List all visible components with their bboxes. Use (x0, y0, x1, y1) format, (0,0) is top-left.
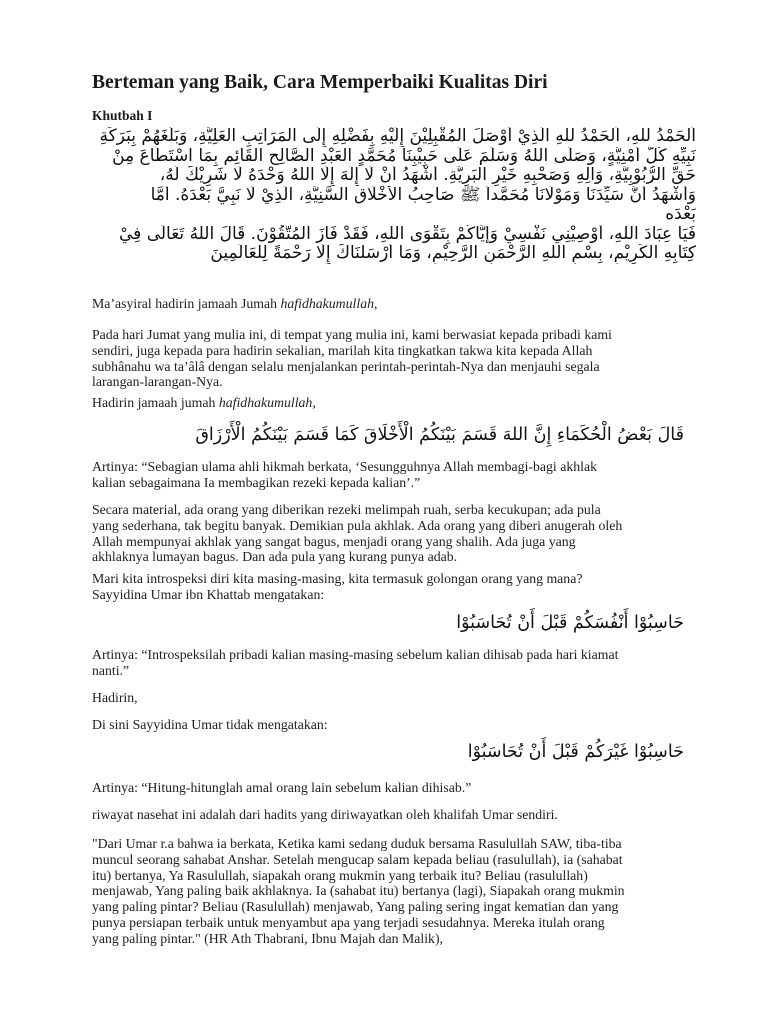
salutation-emphasis: hafidhakumullah (218, 395, 313, 410)
paragraph-4 (92, 717, 682, 733)
paragraph-line: riwayat nasehat ini adalah dari hadits yang diriwayatkan oleh khalifah Umar sendiri. (92, 807, 558, 822)
translation-2 (92, 647, 682, 679)
arabic-line: فَيَا عِبَادَ اللهِ، أُوْصِيْنِي نَفْسِيْ وَإِيَّاكُمْ بِتَقْوَى اللهِ، فَقَدْ فَازَ الْمُتَّقُوْنَ. قَالَ اللهُ تَعَالَى فِيْ (119, 224, 696, 244)
paragraph-line: Allah mempunyai akhlak yang sangat bagus, menjadi orang yang shalih. Ada juga yang (92, 533, 576, 549)
translation-line: Artinya: “Hitung-hitunglah amal orang lain sebelum kalian dihisab.” (92, 780, 472, 795)
paragraph-line: Sayyidina Umar ibn Khattab mengatakan: (92, 586, 325, 602)
salutation-text: Ma’asyiral hadirin jamaah Jumah (92, 296, 281, 311)
paragraph-line: "Dari Umar r.a bahwa ia berkata, Ketika kami sedang duduk bersama Rasulullah SAW, tiba-tiba (92, 836, 622, 851)
arabic-line: كِتَابِهِ الْكَرِيْمِ، بِسْمِ اللهِ الرَّحْمَنِ الرَّحِيْمِ، وَمَا أَرْسَلْنَاكَ إِلَّا رَحْمَةً لِلْعَالَمِينَ (210, 244, 696, 263)
paragraph-1 (92, 327, 682, 390)
paragraph-line: yang paling pintar." (HR Ath Thabrani, Ibnu Majah dan Malik), (92, 930, 443, 946)
paragraph-5 (92, 807, 682, 823)
hadith-paragraph (92, 836, 682, 947)
salutation-punct: , (312, 395, 316, 410)
salutation-1 (92, 296, 682, 312)
translation-line: Artinya: “Introspeksilah pribadi kalian masing-masing sebelum kalian dihisab pada hari kiamat (92, 647, 619, 662)
paragraph-line: subhânahu wa ta’âlâ dengan selalu menjalankan perintah-perintah-Nya dan menjauhi segala (92, 358, 600, 374)
paragraph-line: Hadirin, (92, 690, 138, 705)
hadirin-line (92, 690, 682, 706)
arabic-quote-3: حَاسِبُوْا غَيْرَكُمْ قَبْلَ أَنْ تُحَاسَبُوْا (467, 742, 684, 762)
paragraph-line: Di sini Sayyidina Umar tidak mengatakan: (92, 717, 328, 732)
section-heading-khutbah: Khutbah I (92, 108, 153, 123)
translation-1 (92, 459, 682, 491)
arabic-line: وَأَشْهَدُ أَنَّ سَيِّدَنَا وَمَوْلَانَا مُحَمَّداً ﷺ صَاحِبُ الْأَخْلَاقِ السَّنِيَّةِ، الَّذِيْ لَا نَبِيَّ بَعْدَهُ. أَمَّا (150, 185, 696, 205)
arabic-line: حَقِّ الرُّبُوْبِيَّةِ، وَآلِهِ وَصَحْبِهِ خَيْرِ الْبَرِيَّةِ. أَشْهَدُ أَنْ لَا إِلَهَ إِلَّا اللهُ وَحْدَهُ لَا شَرِيْكَ لَهُ، (159, 166, 696, 185)
paragraph-line: Mari kita introspeksi diri kita masing-masing, kita termasuk golongan orang yang mana? (92, 571, 583, 586)
translation-line: Artinya: “Sebagian ulama ahli hikmah berkata, ‘Sesungguhnya Allah membagi-bagi akhlak (92, 459, 597, 474)
arabic-line: نَبِيِّهِ كُلَّ أُمْنِيَّةٍ، وَصَلَّى اللهُ وَسَلَّمَ عَلَى حَبِيْبِنَا مُحَمَّدٍ الْعَبْدِ الصَّالِحِ الْقَائِمِ بِمَا اسْتَطَاعَ مِنْ (112, 146, 696, 166)
paragraph-line: itu) bertanya, Ya Rasulullah, siapakah orang mukmin yang terbaik itu? Beliau (rasulullah) (92, 867, 588, 883)
arabic-quote-2: حَاسِبُوْا أَنْفُسَكُمْ قَبْلَ أَنْ تُحَاسَبُوْا (456, 613, 684, 633)
paragraph-line: Pada hari Jumat yang mulia ini, di tempat yang mulia ini, kami berwasiat kepada pribadi kami (92, 327, 612, 342)
translation-3 (92, 780, 682, 796)
translation-line: kalian sebagaimana Ia membagikan rezeki kepada kalian’.” (92, 474, 421, 490)
arabic-quote-1: قَالَ بَعْضُ الْحُكَمَاءِ إِنَّ اللهَ قَسَمَ بَيْنَكُمُ الْأَخْلَاقَ كَمَا قَسَمَ بَيْنَكُمُ الْأَرْزَاقَ (195, 425, 684, 445)
translation-line: nanti.” (92, 662, 130, 678)
salutation-text: Hadirin jamaah jumah (92, 395, 219, 410)
paragraph-line: akhlaknya lumayan bagus. Dan ada pula yang kurang punya adab. (92, 549, 458, 565)
paragraph-2 (92, 502, 682, 565)
paragraph-line: sendiri, juga kepada para hadirin sekalian, marilah kita tingkatkan takwa kita kepada Allah (92, 342, 593, 358)
paragraph-3 (92, 571, 682, 603)
paragraph-line: Secara material, ada orang yang diberikan rezeki melimpah ruah, serba kecukupan; ada pula (92, 502, 601, 517)
salutation-punct: , (374, 296, 378, 311)
paragraph-line: menjawab, Yang paling baik akhlaknya. Ia (sahabat itu) bertanya (lagi), Siapakah orang mukmin (92, 883, 625, 899)
arabic-line: بَعْدَه (665, 205, 696, 224)
salutation-emphasis: hafidhakumullah (280, 296, 375, 311)
arabic-line: اَلْحَمْدُ للهِ، اَلْحَمْدُ للهِ الَّذِيْ أَوْصَلَ الْمُقْبِلِيْنَ إِلَيْهِ بِفَضْلِهِ إِلَى الْمَرَاتِبِ الْعَلِيَّةِ، وَبَلَّغَهُمْ بِبَرَكَةِ (99, 127, 696, 146)
paragraph-line: punya persiapan terbaik untuk menyambut apa yang terjadi sesudahnya. Mereka itulah orang (92, 914, 605, 930)
paragraph-line: yang sederhana, tak begitu banyak. Demikian pula akhlak. Ada orang yang diberi anugerah oleh (92, 517, 623, 533)
paragraph-line: yang paling pintar? Beliau (Rasulullah) menjawab, Yang paling sering ingat kematian dan yang (92, 899, 619, 915)
salutation-2 (92, 395, 682, 411)
paragraph-line: muncul seorang sahabat Anshar. Setelah mengucap salam kepada beliau (rasulullah), ia (sahabat (92, 851, 623, 867)
paragraph-line: larangan-larangan-Nya. (92, 374, 223, 390)
arabic-opening-block (84, 127, 696, 264)
page-title: Berteman yang Baik, Cara Memperbaiki Kualitas Diri (92, 72, 548, 93)
